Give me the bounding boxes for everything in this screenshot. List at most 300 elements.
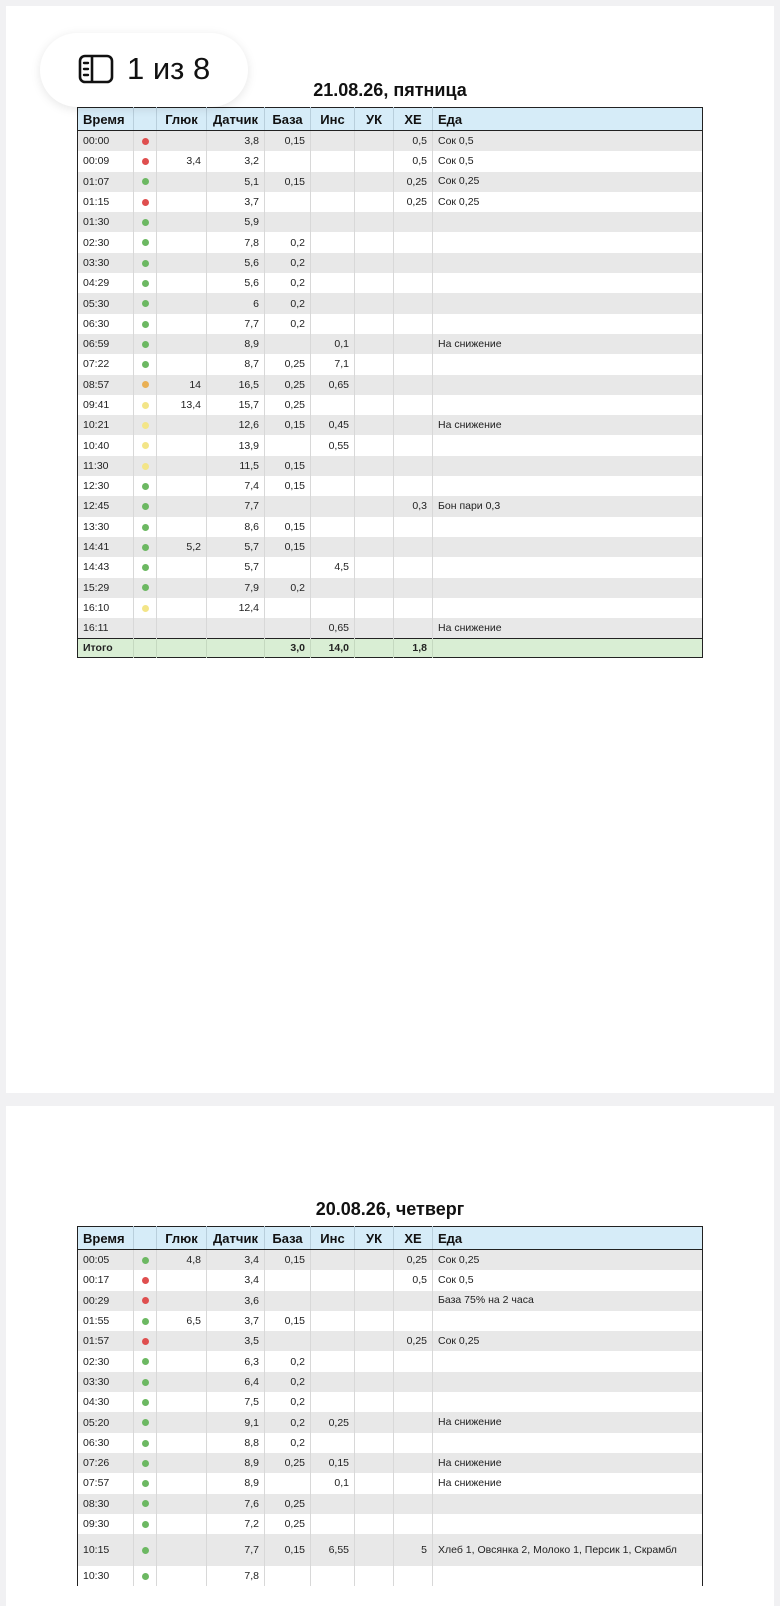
cell-eda: [433, 395, 703, 415]
cell-uk: [355, 314, 394, 334]
cell-time: 05:30: [78, 293, 134, 313]
cell-xe: [394, 435, 433, 455]
cell-ins: 0,65: [311, 618, 355, 639]
cell-datchik: 5,6: [207, 253, 265, 273]
cell-ins: [311, 172, 355, 192]
cell-gluk: 5,2: [157, 537, 207, 557]
cell-time: 01:30: [78, 212, 134, 232]
cell-status: [134, 1473, 157, 1493]
cell-time: 15:29: [78, 578, 134, 598]
cell-status: [134, 496, 157, 516]
column-header-status: [134, 1227, 157, 1250]
cell-eda: [433, 1566, 703, 1586]
cell-ins: [311, 1566, 355, 1586]
cell-uk: [355, 476, 394, 496]
cell-ins: 0,25: [311, 1412, 355, 1432]
cell-datchik: 16,5: [207, 375, 265, 395]
cell-ins: [311, 1250, 355, 1271]
cell-xe: [394, 578, 433, 598]
cell-status: [134, 1250, 157, 1271]
sidebar-panel-icon[interactable]: [78, 54, 114, 89]
table-row: [78, 537, 703, 557]
cell-status: [134, 354, 157, 374]
cell-time: 14:43: [78, 557, 134, 577]
table-row: [78, 314, 703, 334]
cell-baza: 0,25: [265, 354, 311, 374]
status-dot-icon: [142, 321, 149, 328]
table-row: [78, 557, 703, 577]
status-dot-icon: [142, 1460, 149, 1467]
cell-baza: [265, 1473, 311, 1493]
cell-status: [134, 151, 157, 171]
status-dot-icon: [142, 239, 149, 246]
cell-datchik: 8,7: [207, 354, 265, 374]
cell-ins: [311, 151, 355, 171]
table-row: [78, 151, 703, 171]
status-dot-icon: [142, 1440, 149, 1447]
cell-gluk: [157, 557, 207, 577]
cell-uk: [355, 375, 394, 395]
cell-uk: [355, 151, 394, 171]
cell-gluk: 13,4: [157, 395, 207, 415]
cell-eda: [433, 537, 703, 557]
cell-gluk: [157, 232, 207, 252]
table-row: [78, 273, 703, 293]
cell-time: 00:00: [78, 131, 134, 152]
table-row: [78, 618, 703, 639]
table-row: [78, 253, 703, 273]
column-header-uk: УК: [355, 1227, 394, 1250]
cell-time: 01:15: [78, 192, 134, 212]
table-row: [78, 192, 703, 212]
status-dot-icon: [142, 1500, 149, 1507]
status-dot-icon: [142, 1358, 149, 1365]
cell-baza: 0,25: [265, 1494, 311, 1514]
cell-xe: [394, 1392, 433, 1412]
table-row: [78, 1514, 703, 1534]
cell-status: [134, 131, 157, 152]
total-xe: 1,8: [394, 639, 433, 658]
cell-baza: 0,2: [265, 1351, 311, 1371]
cell-datchik: 7,2: [207, 1514, 265, 1534]
cell-baza: [265, 435, 311, 455]
status-dot-icon: [142, 381, 149, 388]
cell-baza: [265, 1331, 311, 1351]
cell-datchik: 5,7: [207, 557, 265, 577]
status-dot-icon: [142, 1419, 149, 1426]
cell-baza: [265, 1270, 311, 1290]
day-title: 21.08.26, пятница: [313, 80, 467, 100]
status-dot-icon: [142, 1338, 149, 1345]
cell-eda: Бон пари 0,3: [433, 496, 703, 516]
cell-ins: [311, 476, 355, 496]
status-dot-icon: [142, 1257, 149, 1264]
cell-xe: [394, 1473, 433, 1493]
cell-ins: [311, 496, 355, 516]
cell-status: [134, 232, 157, 252]
table-row: [78, 1250, 703, 1271]
cell-ins: [311, 293, 355, 313]
table-row: [78, 395, 703, 415]
table-row: [78, 1351, 703, 1371]
cell-datchik: 7,7: [207, 1534, 265, 1566]
cell-xe: [394, 476, 433, 496]
cell-time: 01:07: [78, 172, 134, 192]
cell-xe: [394, 273, 433, 293]
cell-eda: На снижение: [433, 334, 703, 354]
cell-eda: [433, 354, 703, 374]
cell-ins: 6,55: [311, 1534, 355, 1566]
cell-status: [134, 172, 157, 192]
cell-gluk: [157, 1331, 207, 1351]
cell-datchik: 5,9: [207, 212, 265, 232]
table-row: [78, 1331, 703, 1351]
cell-time: 00:29: [78, 1291, 134, 1311]
status-dot-icon: [142, 503, 149, 510]
table-row: [78, 375, 703, 395]
cell-time: 02:30: [78, 232, 134, 252]
cell-datchik: 5,6: [207, 273, 265, 293]
cell-time: 01:55: [78, 1311, 134, 1331]
cell-baza: [265, 1291, 311, 1311]
cell-ins: [311, 578, 355, 598]
cell-datchik: 3,8: [207, 131, 265, 152]
cell-ins: [311, 1351, 355, 1371]
cell-xe: 0,25: [394, 192, 433, 212]
status-dot-icon: [142, 138, 149, 145]
table-row: [78, 1270, 703, 1290]
cell-time: 07:26: [78, 1453, 134, 1473]
cell-datchik: 3,4: [207, 1270, 265, 1290]
cell-eda: Сок 0,5: [433, 151, 703, 171]
column-header-time: Время: [78, 1227, 134, 1250]
cell-xe: 0,25: [394, 172, 433, 192]
cell-gluk: [157, 1566, 207, 1586]
cell-baza: 0,25: [265, 375, 311, 395]
cell-gluk: [157, 618, 207, 639]
cell-datchik: 12,4: [207, 598, 265, 618]
cell-gluk: [157, 192, 207, 212]
cell-eda: [433, 253, 703, 273]
day-title: 20.08.26, четверг: [315, 1199, 465, 1219]
cell-eda: [433, 1514, 703, 1534]
table-row: [78, 456, 703, 476]
cell-uk: [355, 578, 394, 598]
cell-xe: [394, 1311, 433, 1331]
table-row: [78, 334, 703, 354]
cell-uk: [355, 1412, 394, 1432]
cell-eda: [433, 517, 703, 537]
cell-uk: [355, 1566, 394, 1586]
cell-ins: [311, 1331, 355, 1351]
cell-eda: [433, 1372, 703, 1392]
table-row: [78, 1372, 703, 1392]
table-row: [78, 172, 703, 192]
cell-time: 02:30: [78, 1351, 134, 1371]
status-dot-icon: [142, 442, 149, 449]
cell-time: 07:22: [78, 354, 134, 374]
column-header-ins: Инс: [311, 108, 355, 131]
cell-baza: 0,2: [265, 314, 311, 334]
cell-xe: [394, 1433, 433, 1453]
status-dot-icon: [142, 1399, 149, 1406]
cell-ins: [311, 1372, 355, 1392]
cell-datchik: 3,7: [207, 1311, 265, 1331]
cell-baza: 0,25: [265, 1514, 311, 1534]
cell-xe: [394, 253, 433, 273]
cell-datchik: 3,6: [207, 1291, 265, 1311]
cell-baza: 0,15: [265, 1250, 311, 1271]
column-header-datchik: Датчик: [207, 1227, 265, 1250]
cell-uk: [355, 131, 394, 152]
cell-baza: 0,15: [265, 476, 311, 496]
cell-baza: 0,15: [265, 537, 311, 557]
cell-time: 08:57: [78, 375, 134, 395]
total-baza: 3,0: [265, 639, 311, 658]
table-row: [78, 578, 703, 598]
cell-baza: 0,2: [265, 1372, 311, 1392]
cell-baza: [265, 1566, 311, 1586]
table-row: [78, 496, 703, 516]
cell-gluk: [157, 354, 207, 374]
cell-time: 01:57: [78, 1331, 134, 1351]
cell-xe: [394, 517, 433, 537]
cell-datchik: 3,7: [207, 192, 265, 212]
cell-status: [134, 618, 157, 639]
cell-datchik: 12,6: [207, 415, 265, 435]
cell-gluk: 4,8: [157, 1250, 207, 1271]
cell-uk: [355, 1473, 394, 1493]
cell-ins: [311, 456, 355, 476]
cell-time: 10:30: [78, 1566, 134, 1586]
cell-status: [134, 1453, 157, 1473]
column-header-uk: УК: [355, 108, 394, 131]
cell-datchik: 8,6: [207, 517, 265, 537]
cell-status: [134, 273, 157, 293]
cell-uk: [355, 1270, 394, 1290]
cell-time: 04:30: [78, 1392, 134, 1412]
page-counter-pill[interactable]: [40, 33, 248, 107]
cell-eda: [433, 476, 703, 496]
cell-gluk: [157, 476, 207, 496]
table-row: [78, 1534, 703, 1566]
cell-time: 04:29: [78, 273, 134, 293]
cell-eda: [433, 1351, 703, 1371]
cell-time: 00:09: [78, 151, 134, 171]
cell-uk: [355, 1250, 394, 1271]
cell-baza: 0,15: [265, 1311, 311, 1331]
cell-status: [134, 1566, 157, 1586]
status-dot-icon: [142, 1297, 149, 1304]
cell-ins: 0,1: [311, 1473, 355, 1493]
cell-datchik: 7,8: [207, 232, 265, 252]
cell-uk: [355, 293, 394, 313]
cell-datchik: 9,1: [207, 1412, 265, 1432]
cell-status: [134, 476, 157, 496]
status-dot-icon: [142, 158, 149, 165]
cell-ins: [311, 1270, 355, 1290]
cell-status: [134, 1351, 157, 1371]
cell-status: [134, 212, 157, 232]
cell-xe: [394, 1494, 433, 1514]
cell-xe: [394, 456, 433, 476]
table-header-row: [78, 1227, 703, 1250]
status-dot-icon: [142, 584, 149, 591]
cell-status: [134, 598, 157, 618]
table-row: [78, 293, 703, 313]
cell-time: 00:17: [78, 1270, 134, 1290]
cell-time: 00:05: [78, 1250, 134, 1271]
cell-gluk: [157, 273, 207, 293]
cell-baza: 0,15: [265, 415, 311, 435]
cell-ins: [311, 212, 355, 232]
column-header-gluk: Глюк: [157, 108, 207, 131]
cell-ins: 0,45: [311, 415, 355, 435]
cell-ins: [311, 395, 355, 415]
table-header-row: [78, 108, 703, 131]
cell-xe: [394, 1566, 433, 1586]
cell-eda: [433, 1311, 703, 1331]
cell-status: [134, 415, 157, 435]
table-row: [78, 354, 703, 374]
cell-datchik: 8,8: [207, 1433, 265, 1453]
status-dot-icon: [142, 219, 149, 226]
cell-eda: [433, 212, 703, 232]
cell-ins: [311, 1392, 355, 1412]
cell-baza: [265, 557, 311, 577]
cell-ins: [311, 253, 355, 273]
cell-gluk: [157, 1412, 207, 1432]
status-dot-icon: [142, 260, 149, 267]
table-row: [78, 1311, 703, 1331]
cell-status: [134, 334, 157, 354]
table-row: [78, 435, 703, 455]
cell-time: 13:30: [78, 517, 134, 537]
cell-xe: [394, 212, 433, 232]
cell-uk: [355, 1311, 394, 1331]
status-dot-icon: [142, 524, 149, 531]
cell-baza: 0,25: [265, 1453, 311, 1473]
cell-status: [134, 314, 157, 334]
status-dot-icon: [142, 280, 149, 287]
cell-xe: [394, 1514, 433, 1534]
cell-uk: [355, 212, 394, 232]
cell-xe: [394, 618, 433, 639]
cell-xe: 0,3: [394, 496, 433, 516]
cell-uk: [355, 354, 394, 374]
cell-baza: 0,2: [265, 1433, 311, 1453]
cell-status: [134, 1412, 157, 1432]
cell-gluk: 14: [157, 375, 207, 395]
cell-ins: [311, 131, 355, 152]
cell-gluk: [157, 1473, 207, 1493]
cell-baza: 0,25: [265, 395, 311, 415]
cell-eda: [433, 273, 703, 293]
cell-time: 03:30: [78, 253, 134, 273]
cell-gluk: [157, 1514, 207, 1534]
column-header-baza: База: [265, 108, 311, 131]
table-row: [78, 1392, 703, 1412]
cell-eda: [433, 435, 703, 455]
cell-eda: [433, 232, 703, 252]
cell-baza: 0,2: [265, 273, 311, 293]
cell-eda: Сок 0,25: [433, 172, 703, 192]
cell-datchik: [207, 618, 265, 639]
cell-eda: На снижение: [433, 415, 703, 435]
total-label: Итого: [78, 639, 134, 658]
cell-gluk: [157, 314, 207, 334]
cell-eda: Сок 0,5: [433, 131, 703, 152]
cell-ins: 0,55: [311, 435, 355, 455]
cell-datchik: 3,4: [207, 1250, 265, 1271]
cell-status: [134, 1534, 157, 1566]
cell-eda: Сок 0,25: [433, 1250, 703, 1271]
cell-eda: [433, 578, 703, 598]
cell-uk: [355, 1351, 394, 1371]
cell-eda: Сок 0,5: [433, 1270, 703, 1290]
cell-datchik: 8,9: [207, 1453, 265, 1473]
cell-gluk: [157, 578, 207, 598]
cell-baza: [265, 212, 311, 232]
cell-uk: [355, 1331, 394, 1351]
cell-xe: [394, 395, 433, 415]
cell-gluk: [157, 1494, 207, 1514]
cell-baza: [265, 334, 311, 354]
cell-eda: [433, 456, 703, 476]
cell-datchik: 6,3: [207, 1351, 265, 1371]
cell-datchik: 8,9: [207, 334, 265, 354]
status-dot-icon: [142, 1573, 149, 1580]
cell-uk: [355, 172, 394, 192]
cell-xe: [394, 557, 433, 577]
cell-datchik: 6: [207, 293, 265, 313]
column-header-time: Время: [78, 108, 134, 131]
cell-uk: [355, 232, 394, 252]
cell-xe: [394, 354, 433, 374]
cell-gluk: [157, 1392, 207, 1412]
cell-status: [134, 1372, 157, 1392]
cell-eda: На снижение: [433, 1412, 703, 1432]
cell-status: [134, 1331, 157, 1351]
cell-xe: [394, 598, 433, 618]
cell-eda: Сок 0,25: [433, 1331, 703, 1351]
cell-eda: Сок 0,25: [433, 192, 703, 212]
cell-gluk: [157, 172, 207, 192]
cell-time: 12:45: [78, 496, 134, 516]
table-row: [78, 415, 703, 435]
cell-status: [134, 1291, 157, 1311]
cell-eda: [433, 1433, 703, 1453]
cell-uk: [355, 415, 394, 435]
status-dot-icon: [142, 1521, 149, 1528]
cell-gluk: [157, 131, 207, 152]
status-dot-icon: [142, 361, 149, 368]
cell-status: [134, 1392, 157, 1412]
cell-uk: [355, 1514, 394, 1534]
cell-gluk: [157, 1534, 207, 1566]
cell-datchik: 6,4: [207, 1372, 265, 1392]
cell-ins: [311, 314, 355, 334]
cell-xe: [394, 1412, 433, 1432]
cell-status: [134, 435, 157, 455]
status-dot-icon: [142, 199, 149, 206]
cell-uk: [355, 1494, 394, 1514]
cell-xe: [394, 1453, 433, 1473]
cell-time: 06:59: [78, 334, 134, 354]
cell-time: 10:15: [78, 1534, 134, 1566]
cell-gluk: [157, 1291, 207, 1311]
cell-time: 16:10: [78, 598, 134, 618]
